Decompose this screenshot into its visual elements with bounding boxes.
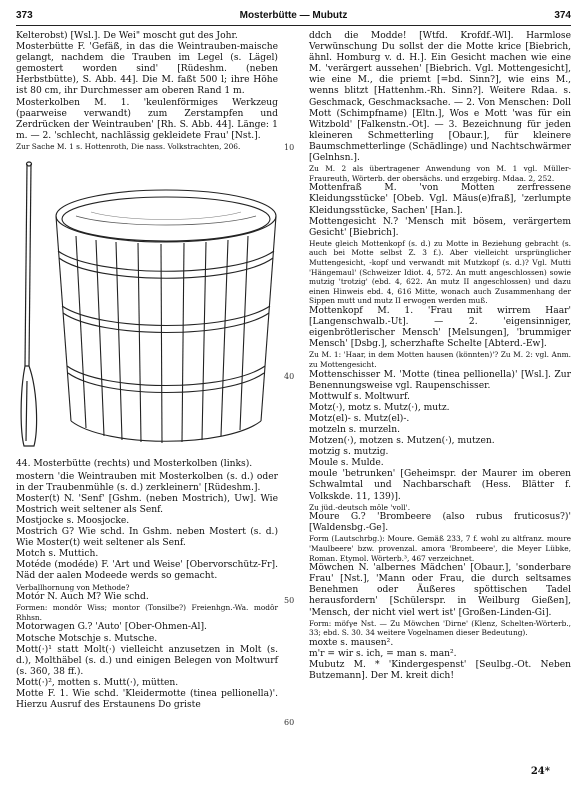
entry-motor: Motór N. Auch M? Wie schd.	[16, 592, 149, 603]
page-number-left: 373	[16, 10, 33, 21]
entry-mosterbuette: Mosterbütte F. 'Gefäß, in das die Weintrauben-maische gelangt, nachdem die Trauben im Legel (s. Lägel) gemostert worden sind' [Rüdeshm. (neben Herbstbütte), S. Abb. 44]. Die M. faßt 500 l; ihre Höhe ist 80 cm, ihr Durchmesser am oberen Rand 1 m.	[16, 42, 278, 97]
entry-mott2: Mott(·)², motten s. Mutt(·), mütten.	[16, 677, 179, 688]
line-number: 50	[284, 596, 295, 605]
entry-note: Zur Sache M. 1 s. Hottenroth, Die nass. Volkstrachten, 206.	[16, 141, 241, 151]
running-head: Mosterbütte — Mubutz	[239, 10, 348, 21]
line-number: 60	[284, 718, 295, 727]
entry-mott1: Mott(·)¹ statt Molt(·) vielleicht anzusetzen in Molt (s. d.), Molthäbel (s. d.) und einigen Belegen von Moltwurf (s. 360, 38 ff.).	[16, 644, 278, 677]
mosterbuette-figure	[56, 190, 276, 443]
entry-note: Form (Lautschrbg.): Moure. Gemäß 233, 7 f. wohl zu altfranz. moure 'Maulbeere' bzw. provenzal. amora 'Brombeere', die Meyer Lübke, Roman. Etymol. Wörterb.³, 467 verzeichnet.	[309, 534, 571, 563]
entry-motede: Motéde (modéde) F. 'Art und Weise' [Obervorschütz-Fr]. Näd der aalen Modeede werds so gemacht.	[16, 560, 278, 582]
entry-motzel: Motz(el)- s. Mutz(el)-.	[309, 413, 410, 424]
entry-forms: Formen: mondôr Wiss; montor (Tonsilbe?) Freienhgn.-Wa. modôr Rhhsn.	[16, 603, 278, 622]
entry-mottenschisser: Mottenschisser M. 'Motte (tinea pellionella)' [Wsl.]. Zur Benennungsweise vgl. Raupenschisser.	[309, 369, 571, 391]
entry-motsche: Motsche Motschje s. Mutsche.	[16, 633, 158, 644]
entry-mostrich: Mostrich G? Wie schd. In Gshm. neben Mostert (s. d.) Wie Moster(t) weit seltener als Senf.	[16, 527, 278, 549]
entry-motte: Motte F. 1. Wie schd. 'Kleidermotte (tinea pellionella)'. Hierzu Ausruf des Erstaunens Do griste	[16, 689, 278, 711]
entry-motte-cont: ddch die Modde! [Wtfd. Krofdf.-Wl]. Harmlose Verwünschung Du sollst der die Motte krice [Biebrich, ähnl. Homburg v. d. H.]. Ein Gesicht machen wie eine M. 'verärgert aussehen' [Biebrich. Vgl. Mottengesicht], wie eine M., die priemt [=bd. Sinn?], wie eins M., wenns blitzt [Hattenhm.-Rh. Sinn?]. Weitere Rdaa. s. Geschmack, Geschmacksache. — 2. Von Menschen: Doll Mott (Schimpfname) [Eltn.], Wos e Mott 'was für ein Witzbold' [Falkenstn.-Ot]. — 3. Bezeichnung für jeden kleineren Schmetterling [Obaur.], für kleinere Baumschmetterlinge (Schädlinge) und Nachtschwärmer [Gelnhsn.].	[309, 31, 571, 164]
entry-mottwulf: Mottwulf s. Moltwurf.	[309, 391, 410, 402]
entry-mubutz: Mubutz M. * 'Kindergespenst' [Seulbg.-Ot. Neben Butzemann]. Der M. kreit dich!	[309, 660, 571, 682]
right-column	[309, 31, 571, 682]
entry-text: Kelterobst) [Wsl.]. De Wei" moscht gut des Johr.	[16, 31, 238, 41]
signature-mark: 24*	[530, 766, 550, 777]
entry-note: Zu M. 2 als übertragener Anwendung von M. 1 vgl. Müller-Fraureuth, Wörterb. der obersächs. und erzgebirg. Mdaa. 2, 252.	[309, 164, 571, 183]
entry-motz: Motz(·), motz s. Mutz(·), mutz.	[309, 402, 450, 413]
entry-motch: Motch s. Muttich.	[16, 549, 99, 560]
entry-moure: Moure G.? 'Brombeere (also rubus fruticosus?)' [Waldensbg.-Ge].	[309, 512, 571, 534]
entry-note: Zu jüd.-deutsch môle 'voll'.	[309, 502, 411, 512]
entry-mottengesicht: Mottengesicht N.? 'Mensch mit bösem, verärgertem Gesicht' [Biebrich].	[309, 216, 571, 238]
entry-note: Heute gleich Mottenkopf (s. d.) zu Motte in Beziehung gebracht (s. auch bei Motte selbst Z. 3 f.). Aber vielleicht ursprünglicher Muttengesicht, -kopf und verwandt mit Mutzkopf (s. d.)? Vgl. Mutti 'Hängemaul' (Schweizer Idiot. 4, 572. An mutt angeschlossen) sowie mutzig 'trotzig' (ebd. 4, 622. An mutz II angeschlossen) und dazu einen Hinweis ebd. 4, 616 Mitte, wonach auch Zusammenhang der Sippen mutt und mutz II erwogen werden muß.	[309, 238, 571, 306]
mosterbuette-illustration	[16, 156, 278, 456]
entry-motzen: Motzen(·), motzen s. Mutzen(·), mutzen.	[309, 436, 495, 447]
header-rule	[16, 25, 571, 26]
line-number: 10	[284, 143, 295, 152]
entry-motzig: motzig s. mutzig.	[309, 447, 389, 458]
mosterkolben-figure	[21, 162, 36, 446]
entry-mosterkolben: Mosterkolben M. 1. 'keulenförmiges Werkzeug (paarweise verwandt) zum Zerstampfen und Zerdrücken der Weintrauben' [Rh. S. Abb. 44]. Länge: 1 m. — 2. 'schlecht, nachlässig gekleidete Frau' [Nst.].	[16, 97, 278, 141]
entry-mostjocke: Mostjocke s. Moosjocke.	[16, 516, 130, 526]
entry-motorwagen: Motorwagen G.? 'Auto' [Ober-Ohmen-Al].	[16, 622, 207, 633]
entry-moule-adj: moule 'betrunken' [Geheimspr. der Maurer im oberen Schwalmtal und Nachbarschaft (Hess. Blätter f. Volkskde. 11, 139)].	[309, 469, 571, 502]
entry-mottenfrass: Mottenfraß M. 'von Motten zerfressene Kleidungsstücke' [Obeb. Vgl. Mäus(e)fraß], 'zerlumpte Kleidungsstücke, Sachen' [Han.].	[309, 183, 571, 216]
entry-mr: m'r = wir s. ich, = man s. man².	[309, 648, 457, 659]
figure-caption: 44. Mosterbütte (rechts) und Mosterkolben (links).	[16, 458, 253, 469]
entry-motzeln: motzeln s. murzeln.	[309, 424, 400, 435]
entry-note: Form: möfγe Nst. — Zu Möwchen 'Dirne' (Klenz, Schelten-Wörterb., 33; ebd. S. 30. 34 weitere Vogelnamen dieser Bedeutung).	[309, 618, 571, 638]
entry-moule: Moule s. Mulde.	[309, 458, 384, 469]
entry-mostern: mostern 'die Weintrauben mit Mosterkolben (s. d.) oder in der Traubenmühle (s. d.) zerkleinern' [Rüdeshm.].	[16, 471, 278, 493]
entry-moewchen: Möwchen N. 'albernes Mädchen' [Obaur.], 'sonderbare Frau' [Nst.], 'Mann oder Frau, die durch seltsames Benehmen oder Äußeres spöttischen Tadel herausfordern' [Schülerspr. in Weilburg Gießen], 'Mensch, der nicht viel wert ist' [Großen-Linden-Gi].	[309, 563, 571, 618]
line-number: 40	[284, 372, 295, 381]
page-number-right: 374	[554, 10, 571, 21]
entry-mottenkopf: Mottenkopf M. 1. 'Frau mit wirrem Haar' [Langenschwalb.-Ut]. — 2. 'eigensinniger, eigenbrötlerischer Mensch' [Melsungen], 'brummiger Mensch' [Dsbg.], scherzhafte Schelte [Abterd.-Ew].	[309, 305, 571, 350]
page-header	[16, 10, 571, 24]
entry-note: Zu M. 1: 'Haar, in dem Motten hausen (könnten)'? Zu M. 2: vgl. Anm. zu Mottengesicht.	[309, 350, 571, 369]
left-column	[16, 31, 278, 711]
entry-moxte: moxte s. mausen².	[309, 637, 394, 648]
entry-note: Verballhornung von Methode?	[16, 582, 130, 592]
entry-mostert: Moster(t) N. 'Senf' [Gshm. (neben Mostrich), Uw]. Wie Mostrich weit seltener als Senf.	[16, 493, 278, 515]
